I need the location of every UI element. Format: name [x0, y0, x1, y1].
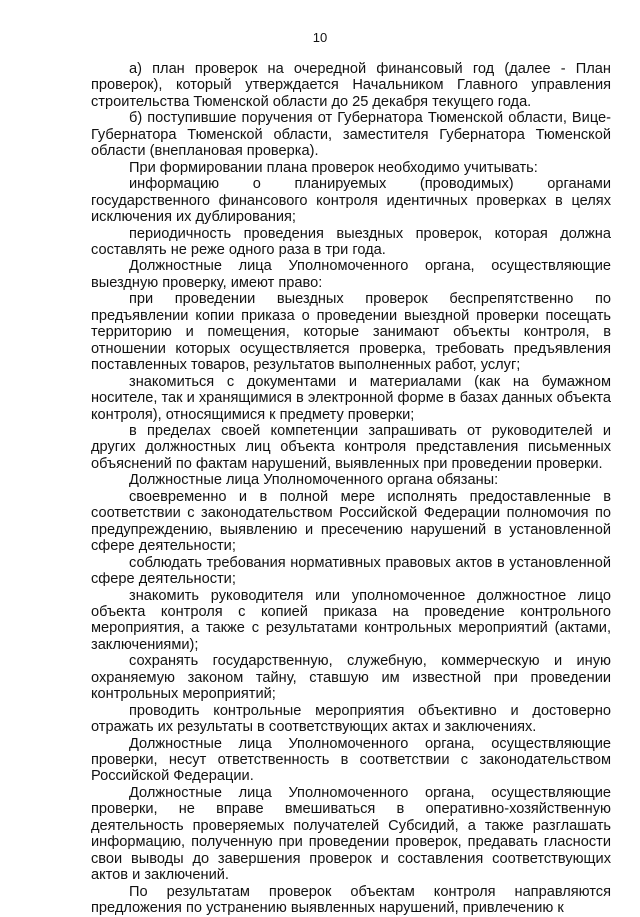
paragraph-obyazannost-znakomit: знакомить руководителя или уполномоченное должностное лицо объекта контроля с копией приказа на проведение контрольного мероприятия, а также с результатами контрольных мероприятий (актами, заключениями); [91, 587, 611, 653]
paragraph-pravo-zaprashivat: в пределах своей компетенции запрашивать от руководителей и других должностных лиц объекта контроля представления письменных объяснений по фактам нарушений, выявленных при проведении проверки. [91, 422, 611, 472]
paragraph-pravo-znakomitsya: знакомиться с документами и материалами (как на бумажном носителе, так и хранящимися в электронной форме в базах данных объекта контроля), относящимися к предмету проверки; [91, 373, 611, 423]
paragraph-formirovanie-plana: При формировании плана проверок необходимо учитывать: [129, 159, 538, 176]
paragraph-prava-header: Должностные лица Уполномоченного органа, осуществляющие выездную проверку, имеют право: [91, 258, 611, 291]
paragraph-pravo-poseshat: при проведении выездных проверок беспрепятственно по предъявлении копии приказа о проведении выездной проверки посещать территорию и помещения, которые занимают объекты контроля, в отношении которых осуществляется проверка, требовать предъявления поставленных товаров, результатов выполненных работ, услуг; [91, 291, 611, 374]
paragraph-otvetstvennost: Должностные лица Уполномоченного органа, осуществляющие проверки, несут ответственность в соответствии с законодательством Российской Федерации. [91, 735, 611, 785]
paragraph-obyazannost-soblyudat: соблюдать требования нормативных правовых актов в установленной сфере деятельности; [91, 554, 611, 588]
document-body [91, 61, 611, 917]
paragraph-po-rezultatam: По результатам проверок объектам контроля направляются предложения по устранению выявленных нарушений, привлечению к [91, 883, 611, 917]
paragraph-informaciya: информацию о планируемых (проводимых) органами государственного финансового контроля идентичных проверках в целях исключения их дублирования; [91, 176, 611, 226]
paragraph-obyazannost-sohranyat: сохранять государственную, служебную, коммерческую и иную охраняемую законом тайну, ставшую им известной при проведении контрольных мероприятий; [91, 653, 611, 703]
paragraph-obyazannosti-header: Должностные лица Уполномоченного органа обязаны: [129, 472, 499, 489]
paragraph-ne-vprave: Должностные лица Уполномоченного органа, осуществляющие проверки, не вправе вмешиваться в оперативно-хозяйственную деятельность проверяемых получателей Субсидий, а также разглашать информацию, полученную при проведении проверок, предавать гласности свои выводы до завершения проверок и составления соответствующих актов и заключений. [91, 784, 611, 884]
paragraph-obyazannost-provodit: проводить контрольные мероприятия объективно и достоверно отражать их результаты в соответствующих актах и заключениях. [91, 702, 611, 736]
paragraph-plan-proverok: а) план проверок на очередной финансовый год (далее - План проверок), который утверждается Начальником Главного управления строительства Тюменской области до 25 декабря текущего года. [91, 61, 611, 110]
paragraph-obyazannost-ispolnyat: своевременно и в полной мере исполнять предоставленные в соответствии с законодательством Российской Федерации полномочия по предупреждению, выявлению и пресечению нарушений в установленной сфере деятельности; [91, 488, 611, 555]
paragraph-periodichnost: периодичность проведения выездных проверок, которая должна составлять не реже одного раза в три года. [91, 225, 611, 258]
paragraph-porucheniya: б) поступившие поручения от Губернатора Тюменской области, Вице-Губернатора Тюменской области, заместителя Губернатора Тюменской области (внеплановая проверка). [91, 110, 611, 160]
page-number: 10 [312, 30, 328, 45]
